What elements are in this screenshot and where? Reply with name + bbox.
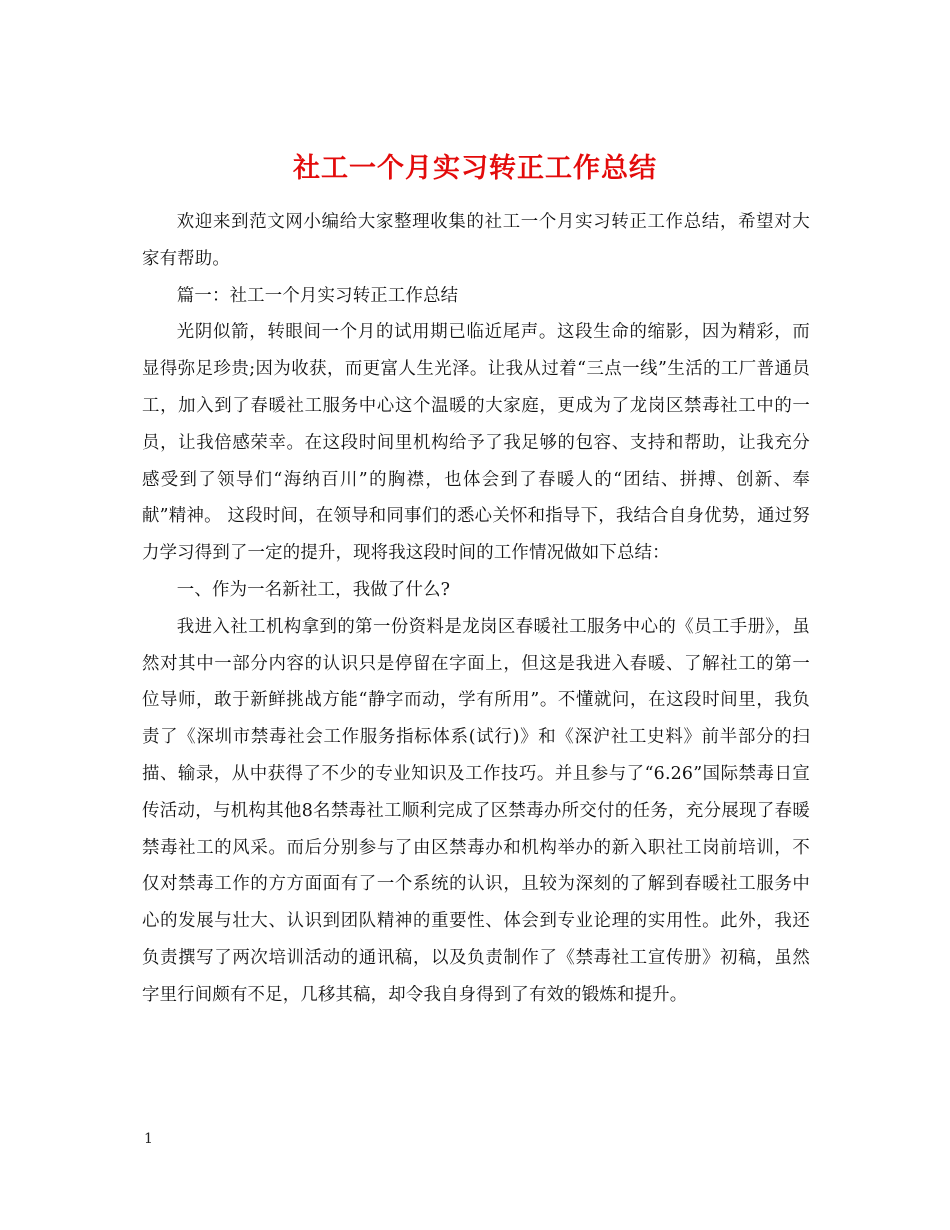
body-paragraph: 光阴似箭，转眼间一个月的试用期已临近尾声。这段生命的缩影，因为精彩，而显得弥足珍贵;因为收获，而更富人生光泽。让我从过着“三点一线”生活的工厂普通员工，加入到了春暖社工服务中心这个温暖的大家庭，更成为了龙岗区禁毒社工中的一员，让我倍感荣幸。在这段时间里机构给予了我足够的包容、支持和帮助，让我充分感受到了领导们“海纳百川”的胸襟，也体会到了春暖人的“团结、拼搏、创新、奉献”精神。 这段时间，在领导和同事们的悉心关怀和指导下，我结合自身优势，通过努力学习得到了一定的提升，现将我这段时间的工作情况做如下总结： bbox=[142, 322, 810, 564]
document-body bbox=[142, 204, 810, 1014]
subsection-heading: 一、作为一名新社工，我做了什么? bbox=[176, 579, 451, 600]
body-paragraph: 我进入社工机构拿到的第一份资料是龙岗区春暖社工服务中心的《员工手册》，虽然对其中一部分内容的认识只是停留在字面上，但这是我进入春暖、了解社工的第一位导师，敢于新鲜挑战方能“静字而动，学有所用”。不懂就问，在这段时间里，我负责了《深圳市禁毒社会工作服务指标体系(试行)》和《深沪社工史料》前半部分的扫描、输录，从中获得了不少的专业知识及工作技巧。并且参与了“6.26”国际禁毒日宣传活动，与机构其他8名禁毒社工顺利完成了区禁毒办所交付的任务，充分展现了春暖禁毒社工的风采。而后分别参与了由区禁毒办和机构举办的新入职社工岗前培训，不仅对禁毒工作的方方面面有了一个系统的认识，且较为深刻的了解到春暖社工服务中心的发展与壮大、认识到团队精神的重要性、体会到专业论理的实用性。此外，我还负责撰写了两次培训活动的通讯稿，以及负责制作了《禁毒社工宣传册》初稿，虽然字里行间颇有不足，几移其稿，却令我自身得到了有效的锻炼和提升。 bbox=[142, 616, 810, 1005]
document-title: 社工一个月实习转正工作总结 bbox=[293, 153, 657, 185]
section-heading-part-one: 篇一：社工一个月实习转正工作总结 bbox=[176, 285, 459, 306]
page-number: 1 bbox=[144, 1131, 153, 1147]
intro-paragraph: 欢迎来到范文网小编给大家整理收集的社工一个月实习转正工作总结，希望对大家有帮助。 bbox=[142, 212, 810, 269]
